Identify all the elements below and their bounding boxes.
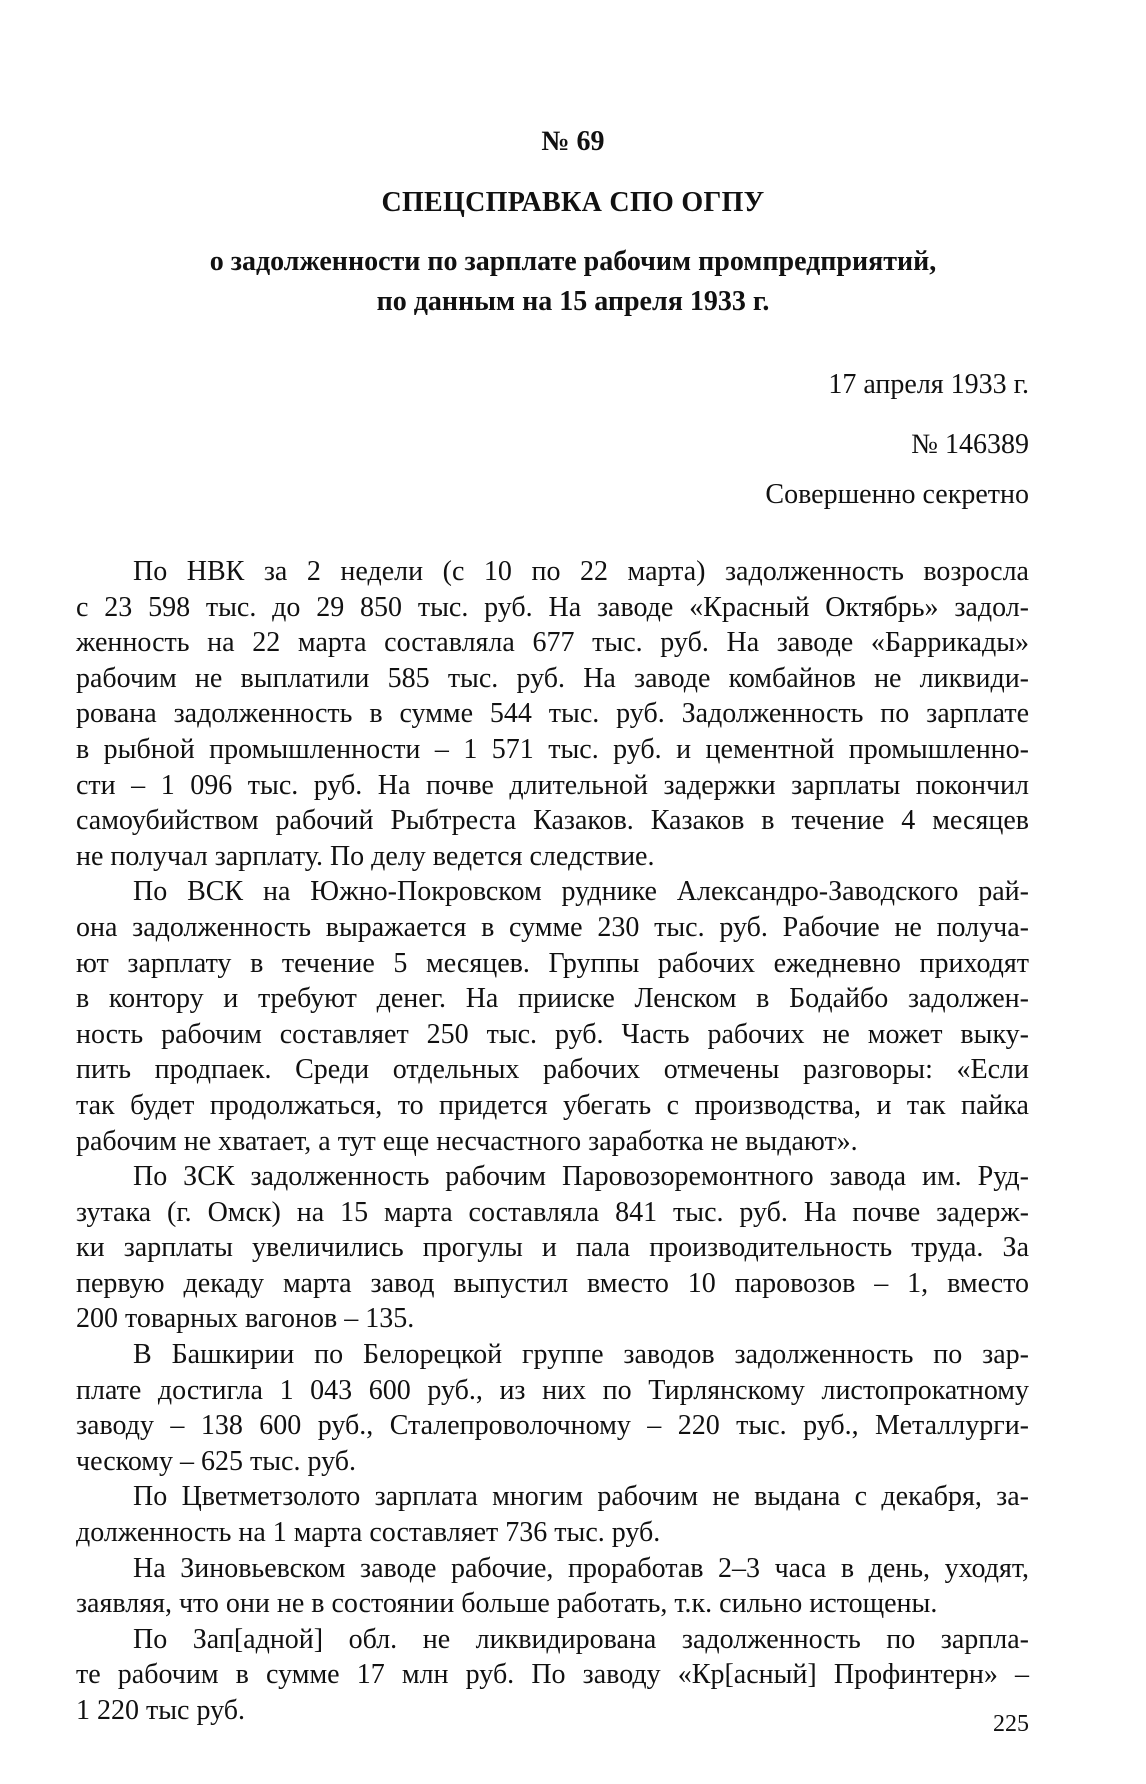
document-registration-number: № 146389 [911, 429, 1029, 460]
classification-stamp: Совершенно секретно [765, 479, 1029, 510]
paragraph [76, 1479, 1029, 1550]
paragraph-line: в рыбной промышленности – 1 571 тыс. руб. и цементной промышленно- [76, 733, 1029, 765]
document-number-heading: № 69 [541, 126, 605, 157]
paragraph-line: ческому – 625 тыс. руб. [76, 1445, 356, 1477]
paragraph-line: ют зарплату в течение 5 месяцев. Группы рабочих ежедневно приходят [76, 947, 1029, 979]
paragraph-line: самоубийством рабочий Рыбтреста Казаков. Казаков в течение 4 месяцев [76, 805, 1029, 837]
paragraph-line: По НВК за 2 недели (с 10 по 22 марта) задолженность возросла [133, 556, 1029, 587]
paragraph-line: зутака (г. Омск) на 15 марта составляла 841 тыс. руб. На почве задерж- [76, 1196, 1029, 1228]
paragraph-line: в контору и требуют денег. На прииске Ленском в Бодайбо задолжен- [76, 983, 1029, 1015]
paragraph-line: те рабочим в сумме 17 млн руб. По заводу «Кр[асный] Профинтерн» – [76, 1659, 1029, 1691]
paragraph-line: 1 220 тыс руб. [76, 1695, 245, 1726]
paragraph-line: пить продпаек. Среди отдельных рабочих отмечены разговоры: «Если [76, 1054, 1029, 1086]
subtitle-line: о задолженности по зарплате рабочим промпредприятий, [209, 246, 937, 277]
page-number: 225 [993, 1711, 1029, 1737]
paragraph-line: ки зарплаты увеличились прогулы и пала производительность труда. За [76, 1232, 1029, 1264]
paragraph [76, 554, 1029, 874]
paragraph-line: По ЗСК задолженность рабочим Паровозоремонтного завода им. Руд- [133, 1161, 1029, 1193]
document-body [76, 554, 1029, 1729]
paragraph-line: По ВСК на Южно-Покровском руднике Александро-Заводского рай- [133, 876, 1029, 908]
paragraph-line: так будет продолжаться, то придется убегать с производства, и так пайка [76, 1089, 1029, 1121]
paragraph-line: с 23 598 тыс. до 29 850 тыс. руб. На заводе «Красный Октябрь» задол- [76, 591, 1029, 623]
paragraph-line: заявляя, что они не в состоянии больше работать, т.к. сильно истощены. [76, 1588, 938, 1620]
paragraph [76, 1159, 1029, 1337]
paragraph-line: заводу – 138 600 руб., Сталепроволочному – 220 тыс. руб., Металлурги- [76, 1410, 1029, 1442]
paragraph [76, 1337, 1029, 1479]
paragraph-line: По Зап[адной] обл. не ликвидирована задолженность по зарпла- [133, 1623, 1029, 1655]
document-title: СПЕЦСПРАВКА СПО ОГПУ [381, 187, 765, 218]
paragraph-line: На Зиновьевском заводе рабочие, проработав 2–3 часа в день, уходят, [133, 1552, 1029, 1584]
paragraph-line: По Цветметзолото зарплата многим рабочим не выдана с декабря, за- [133, 1481, 1029, 1513]
paragraph-line: сти – 1 096 тыс. руб. На почве длительной задержки зарплаты покончил [76, 769, 1029, 801]
paragraph [76, 874, 1029, 1159]
document-subtitle [100, 242, 1046, 322]
paragraph-line: рована задолженность в сумме 544 тыс. руб. Задолженность по зарплате [76, 698, 1029, 730]
document-date: 17 апреля 1933 г. [828, 369, 1029, 400]
paragraph-line: ность рабочим составляет 250 тыс. руб. Часть рабочих не может выку- [76, 1018, 1029, 1050]
paragraph-line: женность на 22 марта составляла 677 тыс. руб. На заводе «Баррикады» [76, 627, 1029, 659]
paragraph-line: плате достигла 1 043 600 руб., из них по Тирлянскому листопрокатному [76, 1374, 1029, 1406]
subtitle-line: по данным на 15 апреля 1933 г. [376, 286, 770, 317]
paragraph-line: долженность на 1 марта составляет 736 тыс. руб. [76, 1517, 661, 1549]
paragraph-line: она задолженность выражается в сумме 230 тыс. руб. Рабочие не получа- [76, 911, 1029, 943]
paragraph-line: В Башкирии по Белорецкой группе заводов задолженность по зар- [133, 1339, 1029, 1371]
paragraph-line: рабочим не хватает, а тут еще несчастного заработка не выдают». [76, 1125, 858, 1157]
paragraph-line: 200 товарных вагонов – 135. [76, 1303, 415, 1335]
paragraph-line: не получал зарплату. По делу ведется следствие. [76, 840, 655, 872]
paragraph [76, 1551, 1029, 1622]
paragraph [76, 1622, 1029, 1729]
paragraph-line: первую декаду марта завод выпустил вместо 10 паровозов – 1, вместо [76, 1267, 1029, 1299]
paragraph-line: рабочим не выплатили 585 тыс. руб. На заводе комбайнов не ликвиди- [76, 662, 1029, 694]
